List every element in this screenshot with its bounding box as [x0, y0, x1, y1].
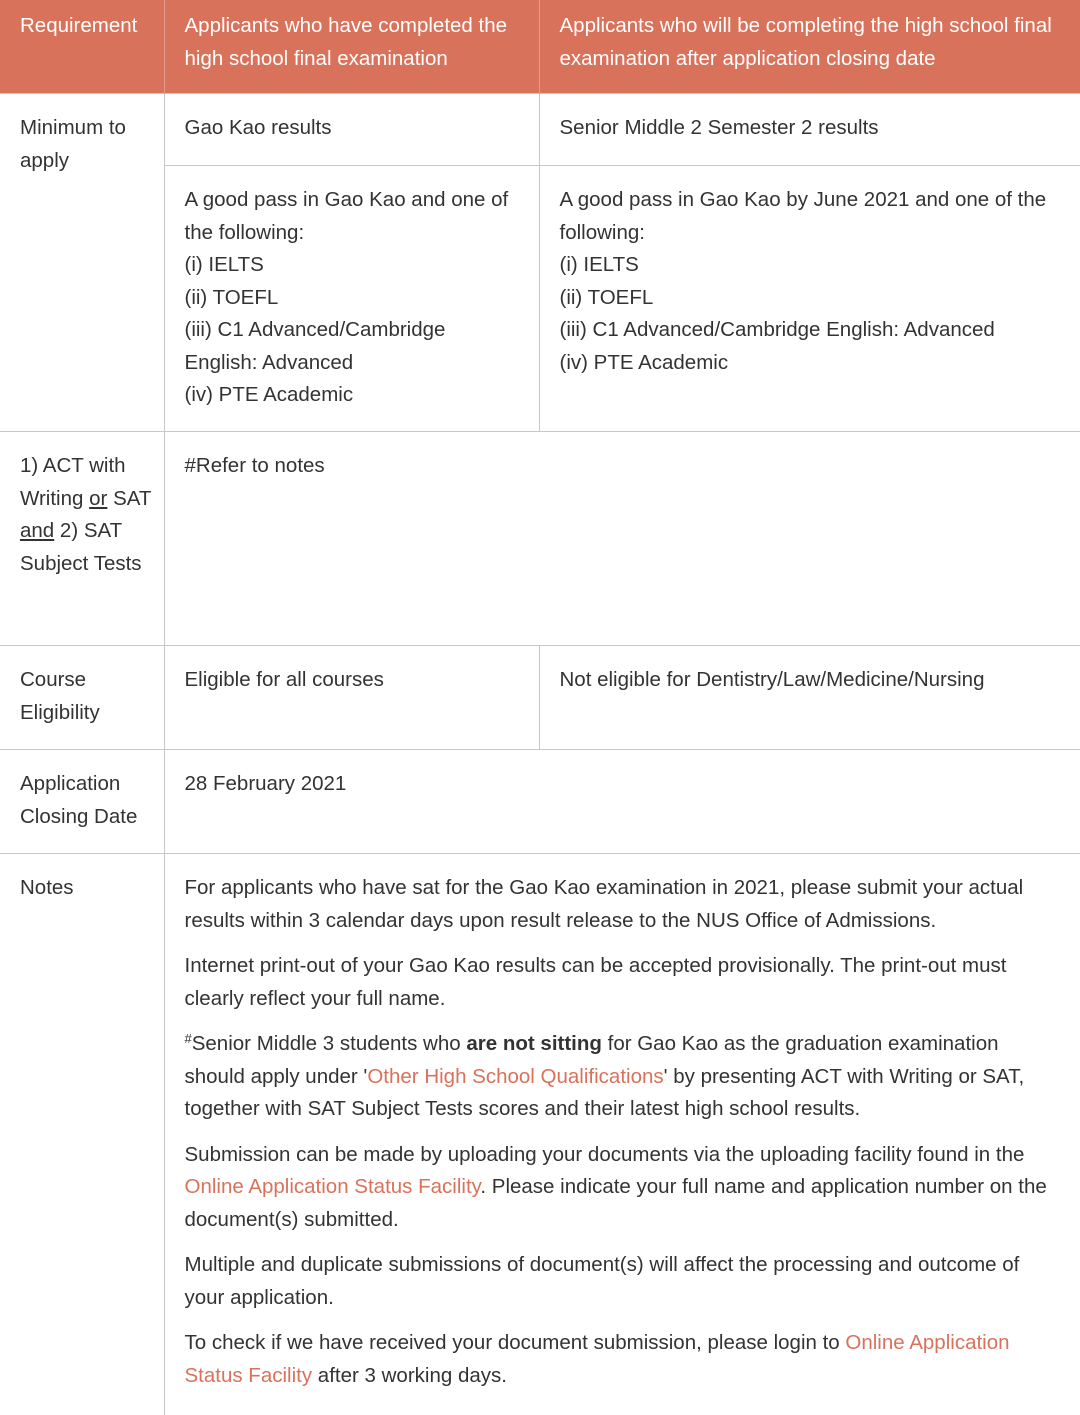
note-text: Submission can be made by uploading your documents via the uploading facility found in the — [185, 1143, 1025, 1166]
note-paragraph: Multiple and duplicate submissions of document(s) will affect the processing and outcome of your application. — [185, 1249, 1063, 1314]
act-sat-or: or — [89, 487, 107, 510]
closing-label: Application Closing Date — [0, 750, 164, 854]
act-sat-label-line3: 2) SAT Subject Tests — [20, 519, 142, 575]
note-text: after 3 working days. — [312, 1364, 507, 1387]
english-pending — [539, 166, 1080, 432]
online-application-status-link[interactable]: Online Application Status Facility — [185, 1175, 481, 1198]
header-requirement: Requirement — [0, 0, 164, 94]
header-completed: Applicants who have completed the high school final examination — [164, 0, 539, 94]
list-item: (ii) TOEFL — [185, 282, 521, 315]
course-pending: Not eligible for Dentistry/Law/Medicine/Nursing — [539, 646, 1080, 750]
header-pending: Applicants who will be completing the high school final examination after application closing date — [539, 0, 1080, 94]
english-pending-intro: A good pass in Gao Kao by June 2021 and one of the following: — [560, 184, 1063, 249]
notes-label: Notes — [0, 854, 164, 1415]
note-text: . Please indicate your full name and application number on the document(s) submitted. — [185, 1175, 1047, 1231]
note-text: for Gao Kao as the graduation examination should apply under ' — [185, 1032, 999, 1088]
table-row — [0, 94, 1080, 166]
act-sat-and: and — [20, 519, 54, 542]
course-completed: Eligible for all courses — [164, 646, 539, 750]
list-item: (iv) PTE Academic — [185, 379, 521, 412]
table-row — [0, 854, 1080, 1415]
note-paragraph — [185, 1327, 1063, 1392]
note-text: ' by presenting ACT with Writing or SAT, together with SAT Subject Tests scores and their latest high school results. — [185, 1065, 1025, 1121]
note-paragraph: Internet print-out of your Gao Kao results can be accepted provisionally. The print-out must clearly reflect your full name. — [185, 950, 1063, 1015]
course-label: Course Eligibility — [0, 646, 164, 750]
note-bold: are not sitting — [466, 1032, 602, 1055]
note-text: Senior Middle 3 students who — [192, 1032, 467, 1055]
note-text: To check if we have received your document submission, please login to — [185, 1331, 846, 1354]
table-row — [0, 432, 1080, 646]
list-item: (iii) C1 Advanced/Cambridge English: Advanced — [185, 314, 521, 379]
list-item: (ii) TOEFL — [560, 282, 1063, 315]
list-item: (i) IELTS — [185, 249, 521, 282]
table-header-row — [0, 0, 1080, 94]
closing-value: 28 February 2021 — [164, 750, 1080, 854]
online-application-status-link-2[interactable]: Online Application Status Facility — [185, 1331, 1010, 1387]
minimum-label: Minimum to apply — [0, 94, 164, 432]
table-row — [0, 750, 1080, 854]
english-completed — [164, 166, 539, 432]
minimum-results-completed: Gao Kao results — [164, 94, 539, 166]
act-sat-label-line1: 1) ACT with Writing — [20, 454, 126, 510]
list-item: (iii) C1 Advanced/Cambridge English: Advanced — [560, 314, 1063, 347]
other-high-school-qualifications-link[interactable]: Other High School Qualifications — [367, 1065, 663, 1088]
table-row — [0, 646, 1080, 750]
minimum-results-pending: Senior Middle 2 Semester 2 results — [539, 94, 1080, 166]
note-paragraph — [185, 1139, 1063, 1237]
list-item: (iv) PTE Academic — [560, 347, 1063, 380]
hash-superscript: # — [185, 1031, 192, 1046]
note-paragraph — [185, 1028, 1063, 1126]
act-sat-label-line2: SAT — [113, 487, 151, 510]
notes-content — [164, 854, 1080, 1415]
note-paragraph: For applicants who have sat for the Gao Kao examination in 2021, please submit your actual results within 3 calendar days upon result release to the NUS Office of Admissions. — [185, 872, 1063, 937]
act-sat-value: #Refer to notes — [164, 432, 1080, 646]
act-sat-label — [0, 432, 164, 646]
list-item: (i) IELTS — [560, 249, 1063, 282]
english-completed-intro: A good pass in Gao Kao and one of the following: — [185, 184, 521, 249]
